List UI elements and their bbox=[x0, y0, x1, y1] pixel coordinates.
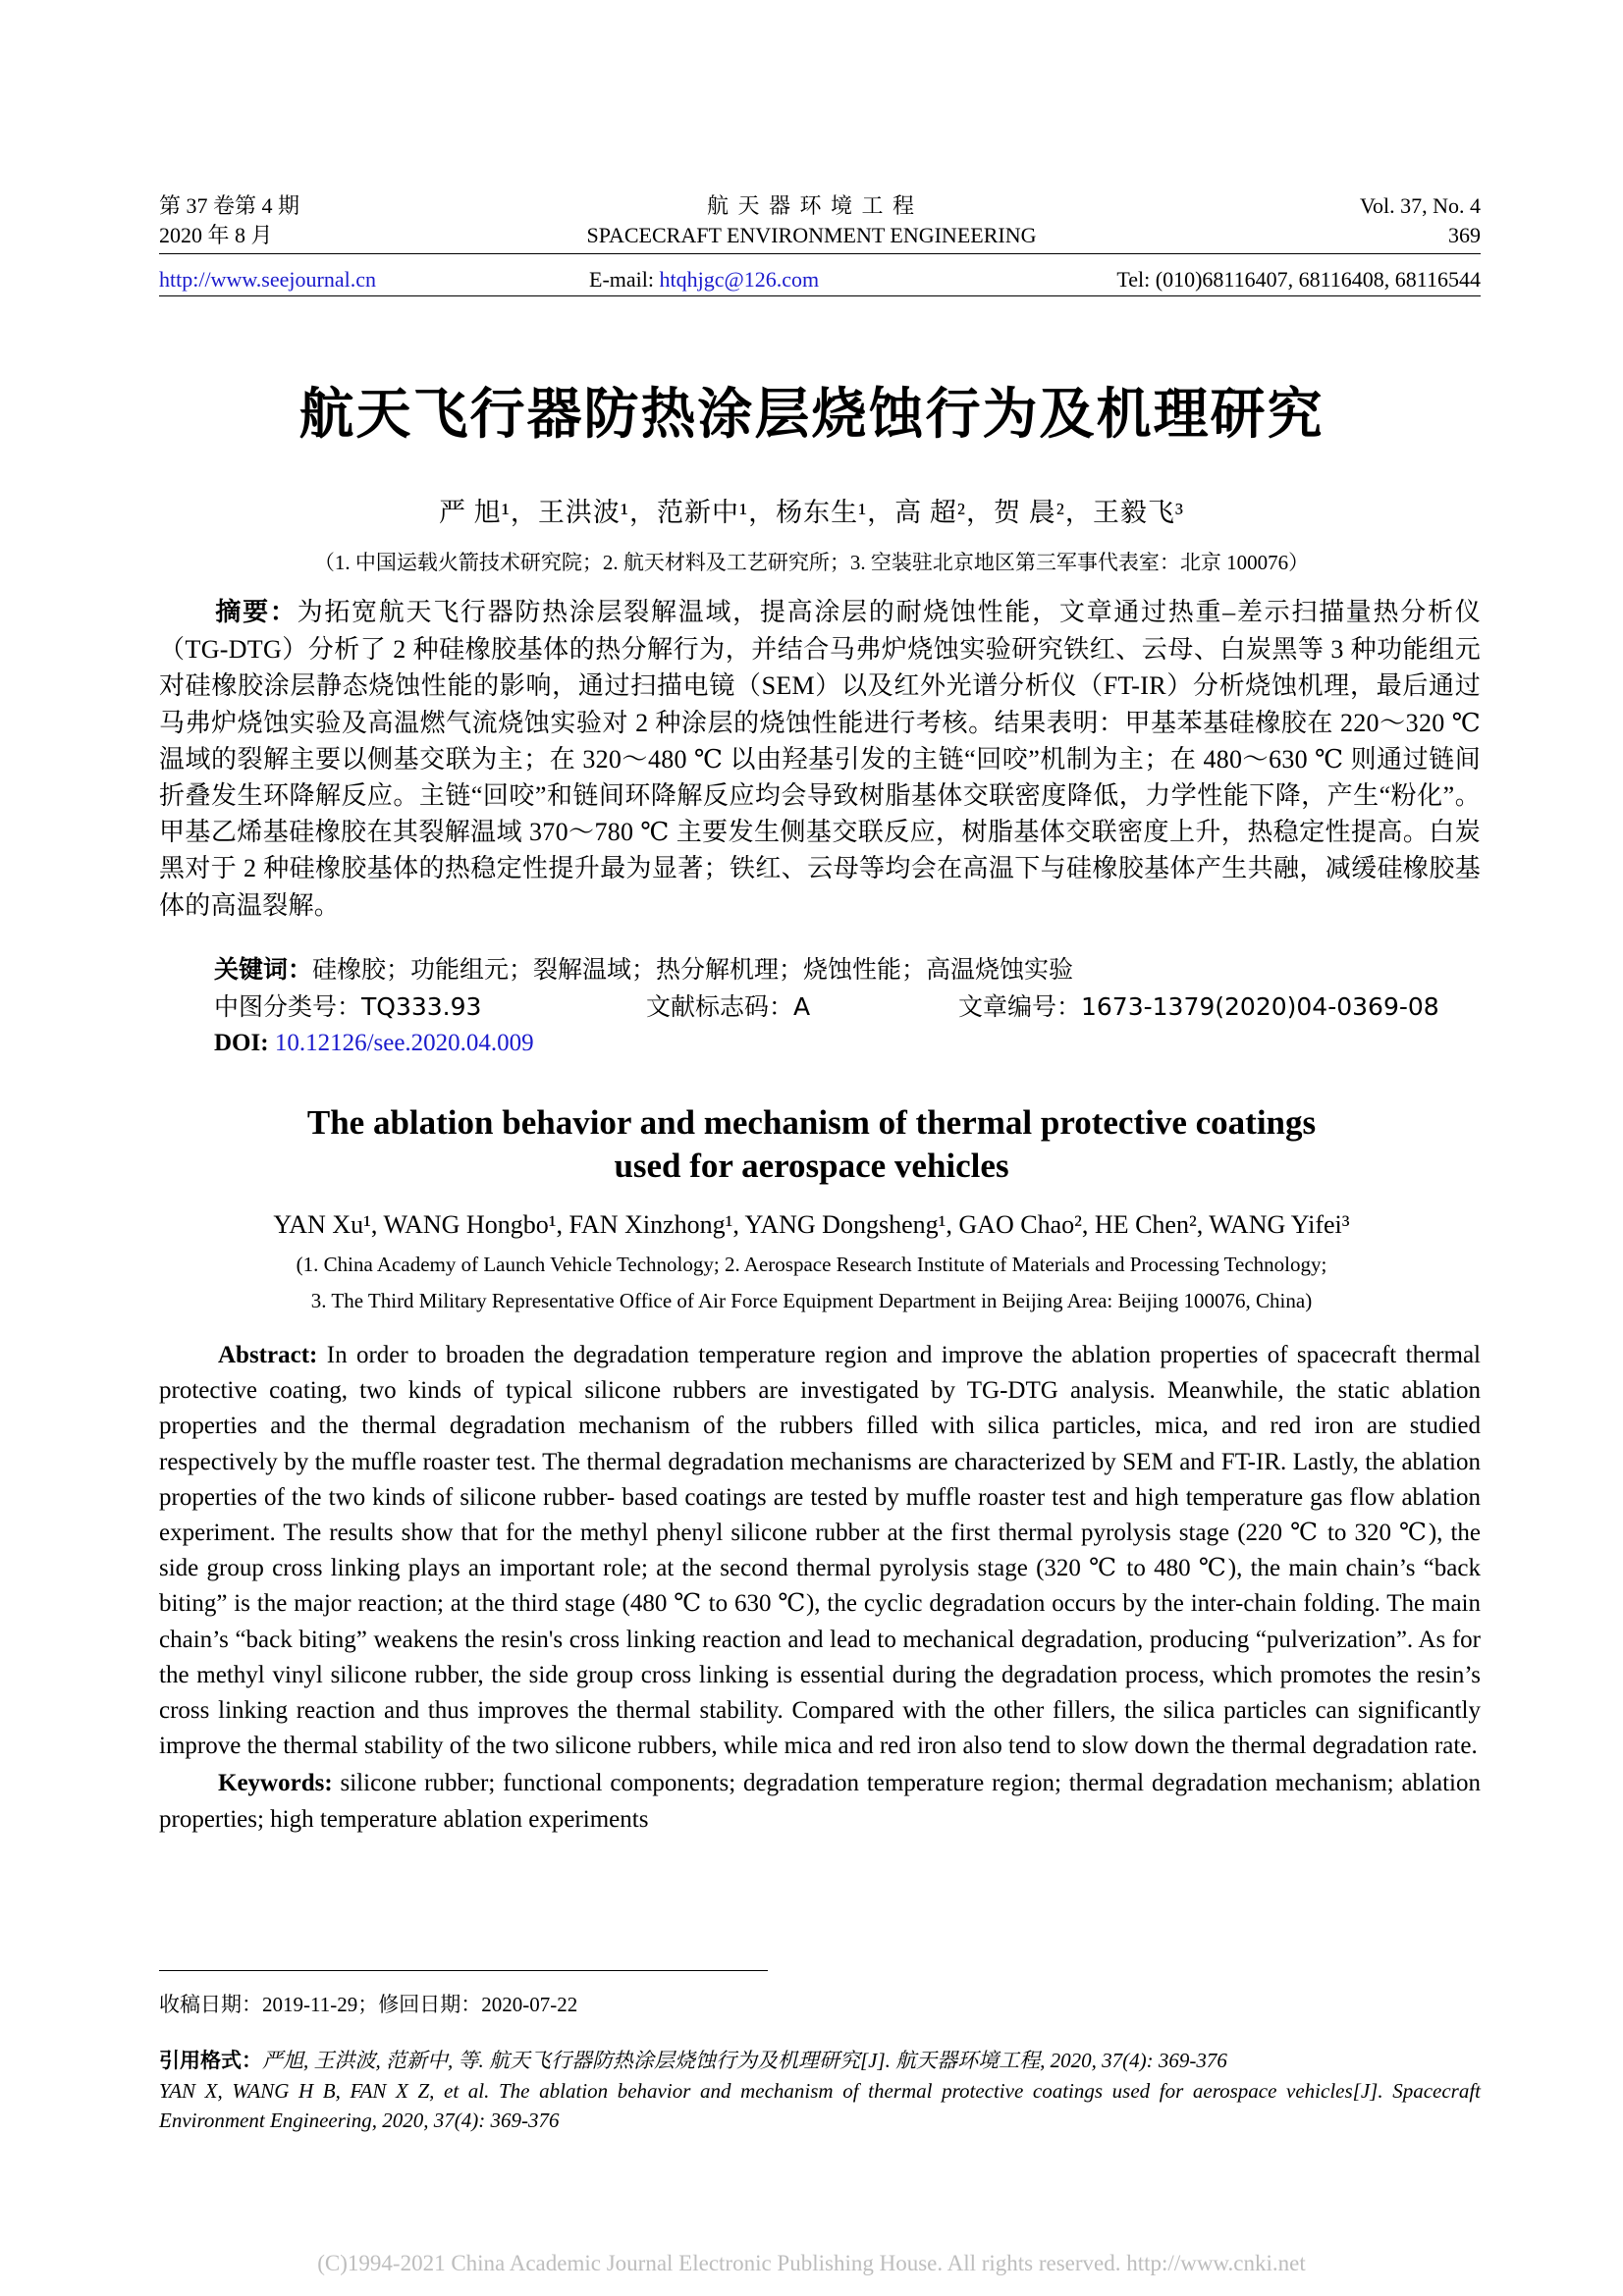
article-title-zh: 航天飞行器防热涂层烧蚀行为及机理研究 bbox=[298, 383, 1325, 447]
article-title-en-line2: used for aerospace vehicles bbox=[614, 1147, 1009, 1185]
header-divider bbox=[159, 253, 1481, 254]
abstract-en bbox=[159, 1338, 1481, 1838]
authors-zh: 严 旭¹，王洪波¹，范新中¹，杨东生¹，高 超²，贺 晨²，王毅飞³ bbox=[439, 498, 1184, 527]
abstract-zh bbox=[159, 594, 1481, 924]
header-left bbox=[159, 191, 571, 250]
authors-en: YAN Xu¹, WANG Hongbo¹, FAN Xinzhong¹, YANG Dongsheng¹, GAO Chao², HE Chen², WANG Yifei³ bbox=[273, 1210, 1350, 1239]
volume-issue-zh: 第 37 卷第 4 期 bbox=[159, 193, 300, 218]
article-title-en bbox=[0, 1101, 1623, 1188]
header-center bbox=[530, 191, 1093, 250]
keywords-zh bbox=[214, 952, 1481, 988]
keywords-en-paragraph bbox=[159, 1766, 1481, 1837]
document-code: 文献标志码：A bbox=[646, 992, 811, 1021]
journal-name-zh: 航 天 器 环 境 工 程 bbox=[706, 193, 916, 218]
affiliations-en-line2: 3. The Third Military Representative Office of Air Force Equipment Department in Beijing Area: Beijing 100076, China) bbox=[310, 1289, 1313, 1312]
citation-en: YAN X, WANG H B, FAN X Z, et al. The ablation behavior and mechanism of thermal protective coatings used for aerospace vehicles[J]. Spacecraft Environment Engineering, 2020, 37(4): 369-376 bbox=[159, 2078, 1481, 2132]
page-number: 369 bbox=[1448, 223, 1481, 247]
citation-format bbox=[159, 2046, 1481, 2136]
abstract-zh-label: 摘要： bbox=[214, 598, 298, 627]
doi-line bbox=[214, 1026, 534, 1061]
publication-date-zh: 2020 年 8 月 bbox=[159, 223, 273, 247]
keywords-zh-label: 关键词： bbox=[214, 955, 313, 984]
footnote-divider bbox=[159, 1970, 768, 1971]
journal-name-en: SPACECRAFT ENVIRONMENT ENGINEERING bbox=[586, 223, 1037, 247]
contact-email bbox=[589, 267, 819, 293]
article-title-en-line1: The ablation behavior and mechanism of thermal protective coatings bbox=[306, 1103, 1317, 1142]
abstract-en-label: Abstract: bbox=[218, 1342, 318, 1368]
email-label: E-mail: bbox=[589, 267, 660, 292]
article-number: 文章编号：1673-1379(2020)04-0369-08 bbox=[958, 992, 1439, 1021]
journal-website-link[interactable]: http://www.seejournal.cn bbox=[159, 267, 376, 292]
copyright-footer: (C)1994-2021 China Academic Journal Electronic Publishing House. All rights reserved. http://www.cnki.net bbox=[317, 2251, 1306, 2275]
header-right bbox=[1068, 191, 1481, 250]
citation-label: 引用格式： bbox=[159, 2049, 262, 2072]
keywords-en-text: silicone rubber; functional components; degradation temperature region; thermal degradation mechanism; ablation properties; high temperature ablation experiments bbox=[159, 1770, 1481, 1833]
contact-divider bbox=[159, 295, 1481, 296]
affiliations-en-line1: (1. China Academy of Launch Vehicle Technology; 2. Aerospace Research Institute of Materials and Processing Technology; bbox=[296, 1253, 1327, 1276]
keywords-en-label: Keywords: bbox=[218, 1770, 333, 1797]
doi-link[interactable]: 10.12126/see.2020.04.009 bbox=[274, 1030, 534, 1056]
received-dates: 收稿日期：2019-11-29；修回日期：2020-07-22 bbox=[159, 1993, 578, 2016]
volume-issue-en: Vol. 37, No. 4 bbox=[1359, 193, 1481, 218]
abstract-en-text: In order to broaden the degradation temperature region and improve the ablation properties of spacecraft thermal protective coating, two kinds of typical silicone rubbers are investigated by TG-DTG analysis. Meanwhile, the static ablation properties and the thermal degradation mechanism of the rubbers filled with silica particles, mica, and red iron are studied respectively by the muffle roaster test. The thermal degradation mechanisms are characterized by SEM and FT-IR. Lastly, the ablation properties of the two kinds of silicone rubber- based coatings are tested by muffle roaster test and high temperature gas flow ablation experiment. The results show that for the methyl phenyl silicone rubber at the first thermal pyrolysis stage (220 ℃ to 320 ℃), the side group cross linking plays an important role; at the second thermal pyrolysis stage (320 ℃ to 480 ℃), the main chain’s “back biting” is the major reaction; at the third stage (480 ℃ to 630 ℃), the cyclic degradation occurs by the inter-chain folding. The main chain’s “back biting” weakens the resin's cross linking reaction and lead to mechanical degradation, producing “pulverization”. As for the methyl vinyl silicone rubber, the side group cross linking is essential during the degradation process, which promotes the resin’s cross linking reaction and thus improves the thermal stability. Compared with the other fillers, the silica particles can significantly improve the thermal stability of the two silicone rubbers, while mica and red iron also tend to slow down the thermal degradation rate. bbox=[159, 1342, 1481, 1760]
abstract-en-paragraph bbox=[159, 1338, 1481, 1764]
email-link[interactable]: htqhjgc@126.com bbox=[659, 267, 820, 292]
abstract-zh-text: 为拓宽航天飞行器防热涂层裂解温域，提高涂层的耐烧蚀性能，文章通过热重–差示扫描量热分析仪（TG-DTG）分析了 2 种硅橡胶基体的热分解行为，并结合马弗炉烧蚀实验研究铁红、云母、白炭黑等 3 种功能组元对硅橡胶涂层静态烧蚀性能的影响，通过扫描电镜（SEM）以及红外光谱分析仪（FT-IR）分析烧蚀机理，最后通过马弗炉烧蚀实验及高温燃气流烧蚀实验对 2 种涂层的烧蚀性能进行考核。结果表明：甲基苯基硅橡胶在 220～320 ℃ 温域的裂解主要以侧基交联为主；在 320～480 ℃ 以由羟基引发的主链“回咬”机制为主；在 480～630 ℃ 则通过链间折叠发生环降解反应。主链“回咬”和链间环降解反应均会导致树脂基体交联密度降低，力学性能下降，产生“粉化”。甲基乙烯基硅橡胶在其裂解温域 370～780 ℃ 主要发生侧基交联反应，树脂基体交联密度上升，热稳定性提高。白炭黑对于 2 种硅橡胶基体的热稳定性提升最为显著；铁红、云母等均会在高温下与硅橡胶基体产生共融，减缓硅橡胶基体的高温裂解。 bbox=[159, 598, 1481, 920]
doi-label: DOI: bbox=[214, 1030, 275, 1056]
clc-number: 中图分类号：TQ333.93 bbox=[214, 992, 482, 1021]
contact-tel: Tel: (010)68116407, 68116408, 68116544 bbox=[1116, 267, 1481, 292]
keywords-zh-text: 硅橡胶；功能组元；裂解温域；热分解机理；烧蚀性能；高温烧蚀实验 bbox=[312, 957, 1074, 984]
affiliations-zh: （1. 中国运载火箭技术研究院；2. 航天材料及工艺研究所；3. 空装驻北京地区第三军事代表室：北京 100076） bbox=[313, 551, 1310, 574]
citation-zh: 严旭, 王洪波, 范新中, 等. 航天飞行器防热涂层烧蚀行为及机理研究[J]. 航天器环境工程, 2020, 37(4): 369-376 bbox=[262, 2049, 1227, 2072]
